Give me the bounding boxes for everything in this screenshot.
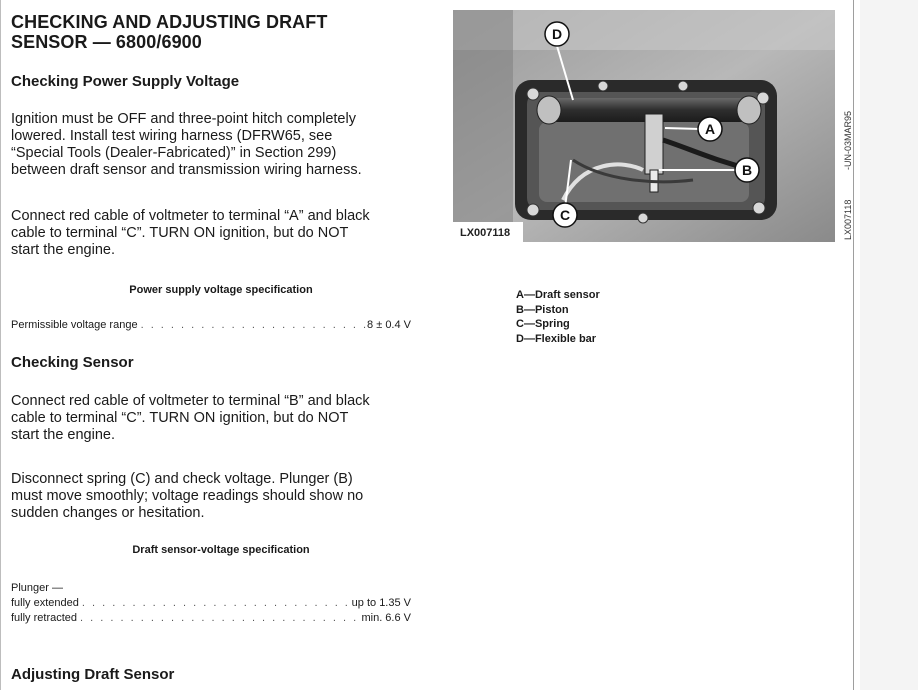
svg-text:B: B	[741, 162, 753, 178]
svg-text:C: C	[559, 207, 571, 223]
power-supply-spec-title: Power supply voltage specification	[129, 284, 313, 296]
heading-adjusting: Adjusting Draft Sensor	[11, 666, 175, 683]
legend-item: C—Spring	[516, 318, 570, 330]
right-border	[853, 0, 854, 690]
checking-sensor-paragraph-1: Connect red cable of voltmeter to terminal “B” and black cable to terminal “C”. TURN ON ignition, but do NOT start the engine.	[11, 393, 370, 443]
callout-a	[698, 117, 722, 141]
callout-b	[735, 158, 759, 182]
legend-item: A—Draft sensor	[516, 289, 600, 301]
callout-c	[553, 203, 577, 227]
left-border	[0, 0, 1, 690]
plunger-label: Plunger —	[11, 582, 63, 594]
figure-legend	[516, 288, 600, 346]
power-supply-paragraph-2: Connect red cable of voltmeter to terminal “A” and black cable to terminal “C”. TURN ON ignition, but do NOT start the engine.	[11, 208, 370, 258]
figure-label: LX007118	[460, 227, 511, 239]
legend-item: B—Piston	[516, 303, 569, 316]
power-supply-paragraph-1: Ignition must be OFF and three-point hitch completely lowered. Install test wiring harness (DFRW65, see “Special Tools (Dealer-Fabricated)” in Section 299) between draft sensor and transmission wiring harness.	[11, 111, 362, 178]
spec-row-extended: fully extended . . . up to 1.35 V	[11, 596, 411, 610]
draft-sensor-photo	[453, 10, 835, 242]
sensor-spec-title: Draft sensor-voltage specification	[132, 544, 310, 556]
svg-text:D: D	[551, 26, 563, 42]
heading-power-supply: Checking Power Supply Voltage	[11, 73, 240, 90]
spec-row-retracted: fully retracted . . . min. 6.6 V	[11, 611, 411, 625]
figure-side-code-top: -UN-03MAR95	[843, 110, 853, 170]
checking-sensor-paragraph-2: Disconnect spring (C) and check voltage. Plunger (B) must move smoothly; voltage readings should show no sudden changes or hesitation.	[11, 471, 364, 521]
callout-d	[545, 22, 569, 46]
figure-side-code-bottom: LX007118	[843, 199, 853, 240]
heading-checking-sensor: Checking Sensor	[11, 354, 134, 371]
legend-item: D—Flexible bar	[516, 332, 597, 345]
power-supply-spec-row: Permissible voltage range . . . 8 ± 0.4 V	[11, 318, 411, 332]
page-edge	[860, 0, 918, 690]
page-title: CHECKING AND ADJUSTING DRAFT SENSOR — 6800/6900	[11, 12, 328, 52]
svg-text:A: A	[704, 121, 716, 137]
